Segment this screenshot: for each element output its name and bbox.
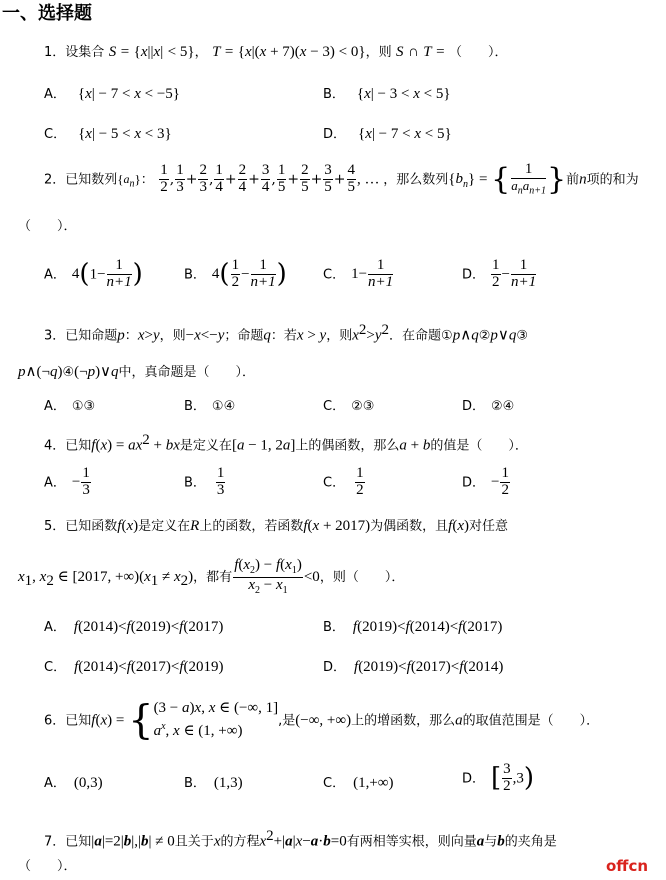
question-4-number: 4． xyxy=(44,438,66,454)
q3-option-d: D． ②④ xyxy=(462,399,515,414)
q2-option-d: D． $\frac{1}{2}$ − $\frac{1}{n+1}$ xyxy=(462,257,537,290)
section-title: 一、选择题 xyxy=(2,3,92,24)
q1-option-a: A． {x| − 7 < x < −5} xyxy=(44,86,180,102)
q6-option-b: B． (1,3) xyxy=(184,775,243,791)
question-5-number: 5． xyxy=(44,519,66,534)
question-1-number: 1． xyxy=(44,45,66,60)
q4-option-d: D． − $\frac{1}{2}$ xyxy=(462,465,509,498)
question-2-stem: 2．已知数列$\{a_n\}$： $\frac{1}{2}$ , $\frac{1}{3}$ + $\frac{2}{3}$ , $\frac{1}{4}$ + $\frac{2}{4}$ + $\frac{3}{4}$ , $\frac{1}{5}$ + $\frac{2}{5}$ + $\frac{3}{5}$ + $\frac{4}{5}$ , … ，那么数列$\{b_n\}$ = { $\frac{1}{a_na_{n+1}}$ }前n项的和为 xyxy=(44,161,639,197)
q6-option-d: D． [ $\frac{3}{2}$ ,3) xyxy=(462,761,535,794)
q4-option-c: C． $\frac{1}{2}$ xyxy=(323,465,364,498)
q5-option-a: A． f(2014)<f(2019)<f(2017) xyxy=(44,619,224,635)
q5-option-c: C． f(2014)<f(2017)<f(2019) xyxy=(44,659,224,675)
question-5-line2: $x_1$, $x_2$ ∈ [2017, $+\infty)(x_1 \ne x_2)$，都有 $\frac{f(x_2) - f(x_1)}{x_2 - x_1}$ <0，则（ ）． xyxy=(18,557,405,596)
q1-option-c: C． {x| − 5 < x < 3} xyxy=(44,126,172,142)
question-6-stem: 6．已知f(x) = { (3 − a)x, x ∈ (−∞, 1] $a^x$, x ∈ (1, +∞) ,是(−∞, +∞)上的增函数，那么a的取值范围是（ ）． xyxy=(44,697,600,744)
q3-option-a: A． ①③ xyxy=(44,399,96,414)
q6-option-a: A． (0,3) xyxy=(44,775,103,791)
q1-option-d: D． {x| − 7 < x < 5} xyxy=(323,126,452,142)
question-2-number: 2． xyxy=(44,172,66,188)
q2-option-a: A． 4(1− $\frac{1}{n+1}$ ) xyxy=(44,257,143,290)
q3-option-c: C． ②③ xyxy=(323,399,375,414)
question-6-number: 6． xyxy=(44,713,66,729)
question-3-line1: 3．已知命题p：x>y，则−x<−y；命题q：若x > y，则$x^2>y^2$．在命题①p∧q②p∨q③ xyxy=(44,322,528,344)
q1-option-b: B． {x| − 3 < x < 5} xyxy=(323,86,451,102)
question-5-line1: 5．已知函数f(x)是定义在R上的函数，若函数f(x + 2017)为偶函数，且f(x)对任意 xyxy=(44,518,509,534)
q2-option-b: B． 4( $\frac{1}{2}$ − $\frac{1}{n+1}$ ) xyxy=(184,257,287,290)
q3-option-b: B． ①④ xyxy=(184,399,236,414)
question-7-paren: （ ）． xyxy=(18,859,77,874)
question-1-stem: 1．设集合 S = {x||x| < 5}， T = {x|(x + 7)(x − 3) < 0}，则 S ∩ T = （ ）． xyxy=(44,44,508,60)
q2-option-c: C． 1− $\frac{1}{n+1}$ xyxy=(323,257,394,290)
q6-option-c: C． (1,+∞) xyxy=(323,775,394,791)
question-2-paren: （ ）． xyxy=(18,219,77,234)
q5-option-d: D． f(2019)<f(2017)<f(2014) xyxy=(323,659,504,675)
question-7-stem: 7．已知|a|=2|b|,|b| ≠ 0且关于x的方程$x^2+|a|x-a\cdot b=0$有两相等实根，则向量a与b的夹角是 xyxy=(44,828,557,850)
offcn-logo: offcn xyxy=(606,857,649,875)
q5-option-b: B． f(2019)<f(2014)<f(2017) xyxy=(323,619,503,635)
question-4-stem: 4．已知$f(x) = ax^2$ + bx是定义在[a − 1, 2a]上的偶函数，那么a + b的值是（ ）． xyxy=(44,432,528,454)
q4-option-b: B． $\frac{1}{3}$ xyxy=(184,465,225,498)
question-3-line2: p∧(¬q)④(¬p)∨q中，真命题是（ ）． xyxy=(18,364,256,380)
question-3-number: 3． xyxy=(44,328,66,344)
q4-option-a: A． − $\frac{1}{3}$ xyxy=(44,465,90,498)
question-7-number: 7． xyxy=(44,834,66,850)
